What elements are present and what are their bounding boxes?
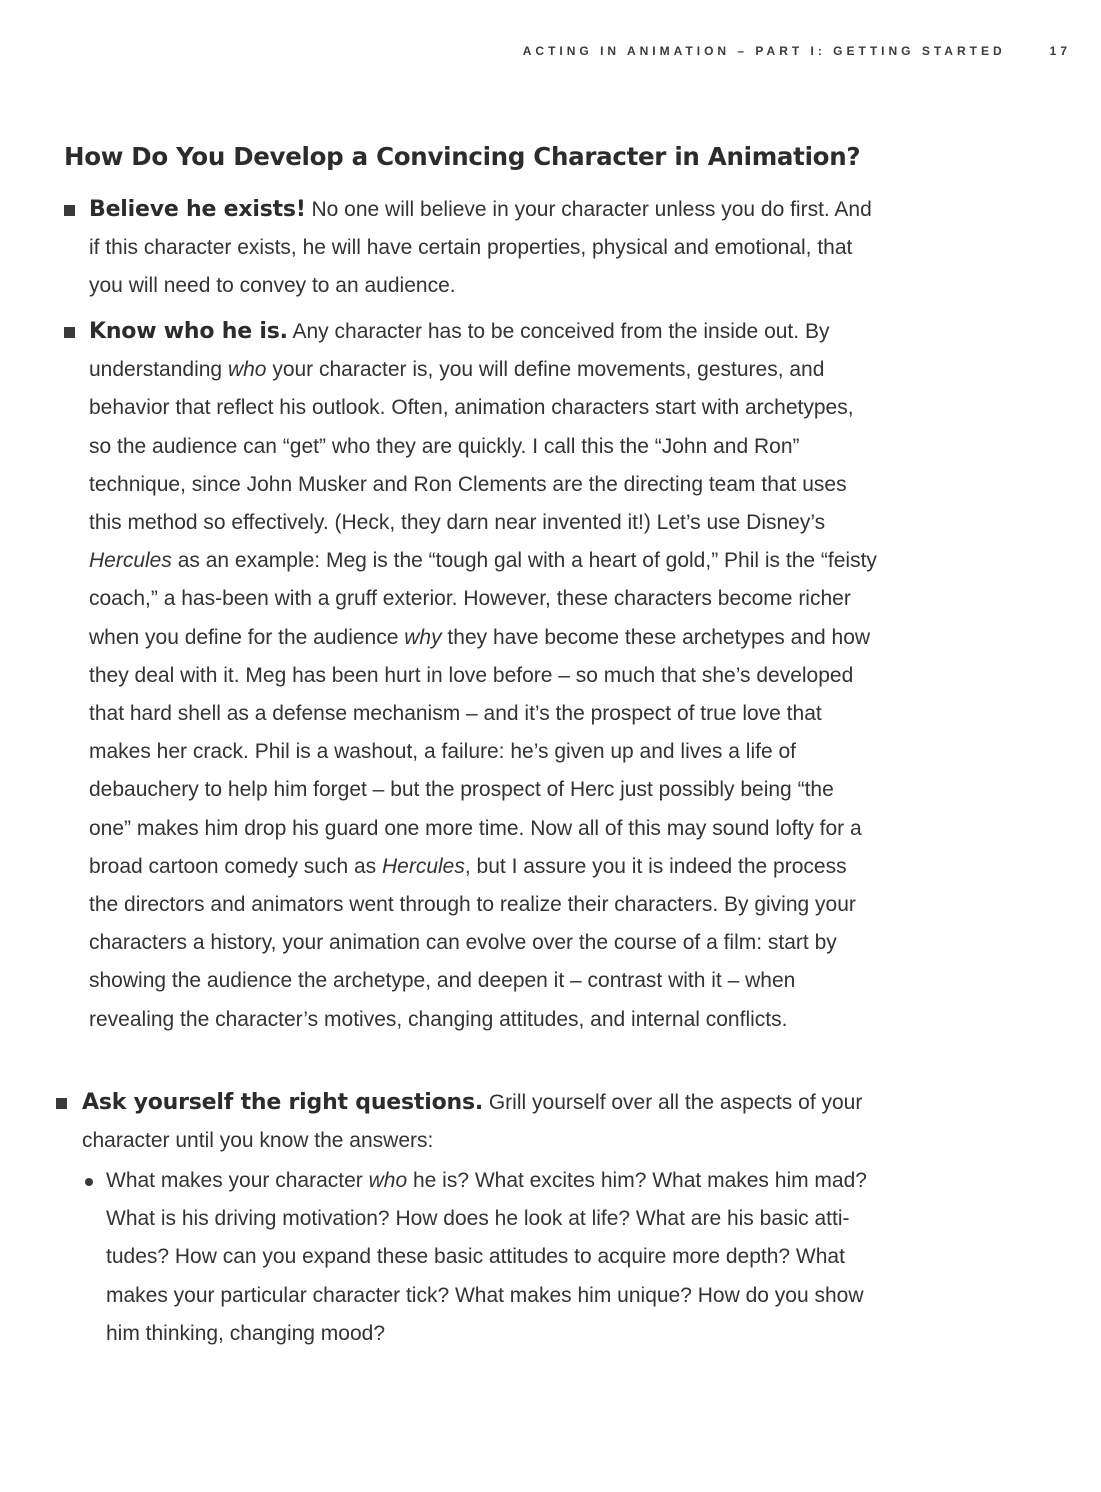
bullet-lead: Know who he is. (89, 319, 288, 344)
square-bullet-icon (56, 1098, 67, 1109)
bullet-ask-right-questions (82, 1084, 872, 1160)
running-title: ACTING IN ANIMATION – PART I: GETTING STARTED (522, 44, 1006, 58)
bullet-lead: Believe he exists! (89, 197, 306, 222)
bullet-text: No one will believe in your character unless you do first. And if this character exists, he will have certain properties, physical and emotional, that you will need to convey to an audience. (89, 198, 872, 298)
bullet-text: , but I assure you it is indeed the process the directors and animators went through to realize their characters. By giving your characters a history, your animation can evolve over the course of a film: start by showing the audience the archetype, and deepen it – contrast with it – when revealing the character’s motives, changing attitudes, and internal conflicts. (89, 854, 856, 1031)
bullet-text: they have become these archetypes and how they deal with it. Meg has been hurt in love before – so much that she’s developed that hard shell as a defense mechanism – and it’s the prospect of true love that makes her crack. Phil is a washout, a failure: he’s given up and lives a life of debauchery to help him forget – but the prospect of Herc just possibly being “the one” makes him drop his guard one more time. Now all of this may sound lofty for a broad cartoon comedy such as (89, 625, 871, 878)
page-number: 17 (1049, 44, 1071, 58)
italic-title: Hercules (89, 549, 172, 573)
round-bullet-icon (85, 1178, 93, 1186)
page-title: How Do You Develop a Convincing Character in Animation? (64, 142, 861, 171)
running-header (523, 44, 1071, 58)
italic-title: Hercules (382, 854, 465, 878)
bullet-text: Any character has to be conceived from the inside out. By understanding (89, 320, 830, 382)
bullet-text: your character is, you will define movements, gestures, and behavior that reflect his outlook. Often, animation characters start with archetypes, so the audience can “get” who they are quickly. I call this the “John and Ron” technique, since John Musker and Ron Clements are the directing team that uses this method so effectively. (Heck, they darn near invented it!) Let’s use Disney’s (89, 358, 854, 535)
bullet-text: as an example: Meg is the “tough gal with a heart of gold,” Phil is the “feisty coach,” a has-been with a gruff exterior. However, these characters become richer when you define for the audience (89, 549, 877, 649)
italic-emphasis: who (227, 358, 267, 382)
square-bullet-icon (64, 327, 75, 338)
bullet-lead: Ask yourself the right questions. (82, 1090, 484, 1115)
italic-emphasis: who (368, 1169, 408, 1192)
italic-emphasis: why (404, 625, 442, 649)
bullet-believe-he-exists (89, 191, 879, 306)
sub-bullet-text: he is? What excites him? What makes him mad? What is his driving motivation? How does he look at life? What are his basic attitudes? How can you expand these basic attitudes to acquire more depth? What makes your particular character tick? What makes him unique? How do you show him thinking, changing mood? (106, 1169, 867, 1345)
bullet-know-who-he-is (89, 313, 879, 1039)
sub-bullet-text: What makes your character (106, 1169, 369, 1192)
bullet-text: Grill yourself over all the aspects of your character until you know the answers: (82, 1091, 863, 1153)
square-bullet-icon (64, 205, 75, 216)
sub-bullet-questions (106, 1162, 868, 1353)
